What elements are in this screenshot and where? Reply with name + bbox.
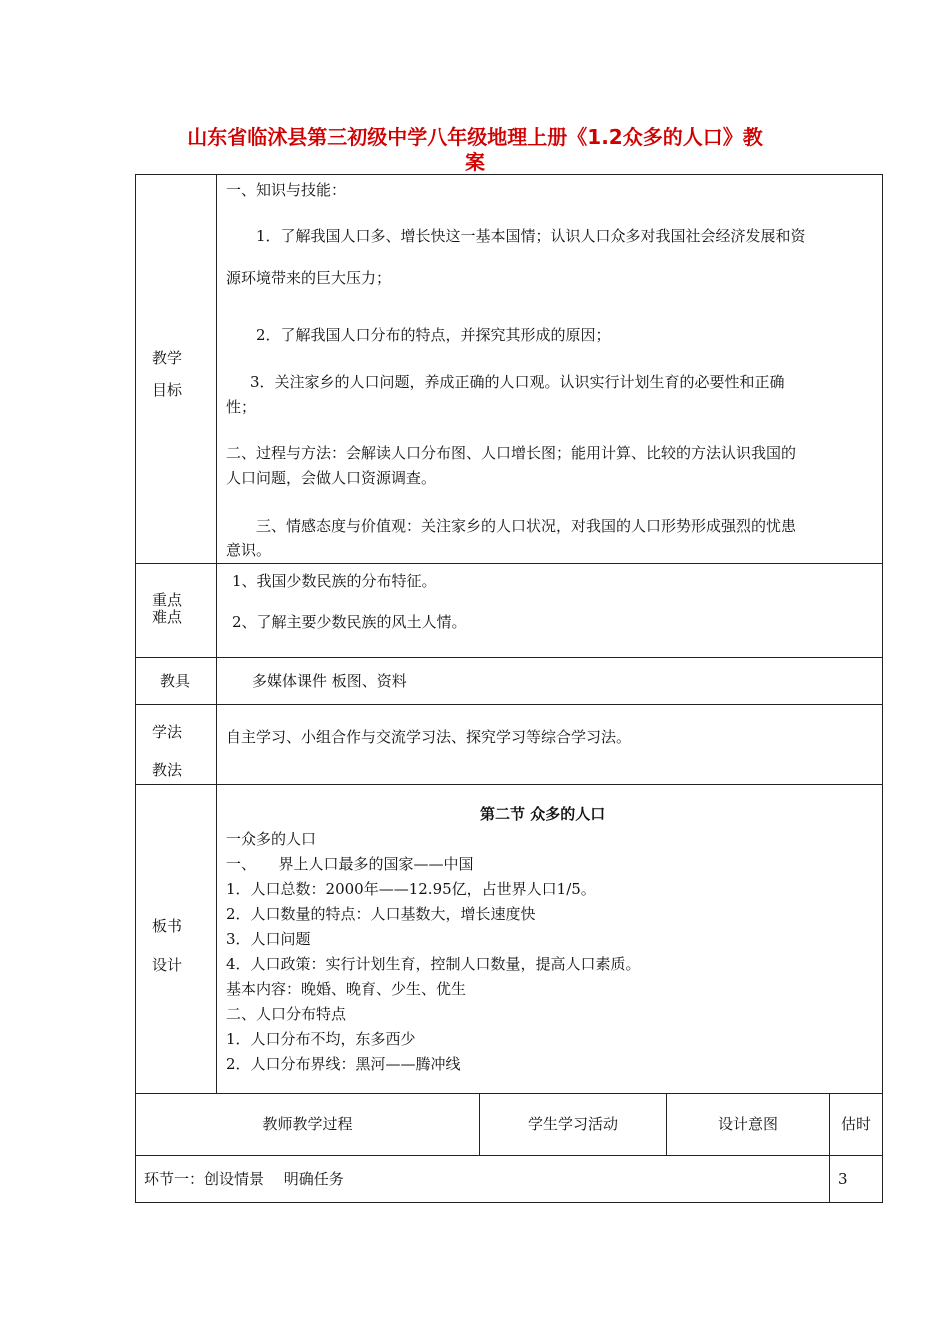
objectives-line: 二、过程与方法：会解读人口分布图、人口增长图；能用计算、比较的方法认识我国的	[226, 444, 797, 462]
objectives-label-line2: 目标	[152, 381, 183, 399]
objectives-line: 意识。	[226, 541, 272, 559]
header-design-intent: 设计意图	[717, 1115, 778, 1133]
objectives-line: 源环境带来的巨大压力；	[226, 269, 392, 287]
keypoint-item: 2、了解主要少数民族的风土人情。	[232, 613, 467, 631]
board-line: 4．人口政策：实行计划生育，控制人口数量，提高人口素质。	[226, 955, 641, 973]
board-line: 1．人口总数：2000年——12.95亿，占世界人口1/5。	[226, 880, 596, 898]
keypoints-label-line2: 难点	[152, 608, 183, 626]
board-label-line2: 设计	[152, 956, 183, 974]
keypoint-item: 1、我国少数民族的分布特征。	[232, 572, 437, 590]
methods-label-line2: 教法	[152, 761, 183, 779]
board-heading: 第二节 众多的人口	[480, 805, 606, 823]
objectives-line: 一、知识与技能：	[226, 181, 347, 199]
header-student-activity: 学生学习活动	[527, 1115, 618, 1133]
board-label-line1: 板书	[152, 917, 183, 935]
board-line: 一、 界上人口最多的国家——中国	[226, 855, 474, 873]
document-title-line1: 山东省临沭县第三初级中学八年级地理上册《1.2众多的人口》教	[187, 125, 763, 149]
stage1-label: 环节一：创设情景 明确任务	[144, 1170, 344, 1188]
objectives-label-line1: 教学	[152, 349, 183, 367]
objectives-line: 三、情感态度与价值观：关注家乡的人口状况，对我国的人口形势形成强烈的忧患	[256, 517, 797, 535]
objectives-line: 2．了解我国人口分布的特点，并探究其形成的原因；	[256, 326, 611, 344]
document-title-line2: 案	[465, 150, 485, 174]
header-estimated-time: 估时	[840, 1115, 871, 1133]
keypoints-label-line1: 重点	[152, 591, 183, 609]
methods-value: 自主学习、小组合作与交流学习法、探究学习等综合学习法。	[226, 728, 632, 746]
header-teacher-process: 教师教学过程	[262, 1115, 353, 1133]
objectives-line: 1．了解我国人口多、增长快这一基本国情；认识人口众多对我国社会经济发展和资	[256, 227, 806, 245]
methods-label-line1: 学法	[152, 723, 183, 741]
objectives-line: 人口问题，会做人口资源调查。	[226, 469, 437, 487]
board-line: 基本内容：晚婚、晚育、少生、优生	[226, 980, 467, 998]
board-line: 1．人口分布不均，东多西少	[226, 1030, 416, 1048]
board-line: 一众多的人口	[226, 830, 317, 848]
board-line: 2．人口数量的特点：人口基数大，增长速度快	[226, 905, 536, 923]
board-line: 2．人口分布界线：黑河——腾冲线	[226, 1055, 461, 1073]
tools-value: 多媒体课件 板图、资料	[252, 672, 407, 690]
objectives-line: 3．关注家乡的人口问题，养成正确的人口观。认识实行计划生育的必要性和正确	[250, 373, 785, 391]
board-line: 3．人口问题	[226, 930, 311, 948]
tools-label: 教具	[160, 672, 191, 690]
stage1-time: 3	[838, 1170, 848, 1188]
objectives-line: 性；	[226, 398, 257, 416]
board-line: 二、人口分布特点	[226, 1005, 347, 1023]
